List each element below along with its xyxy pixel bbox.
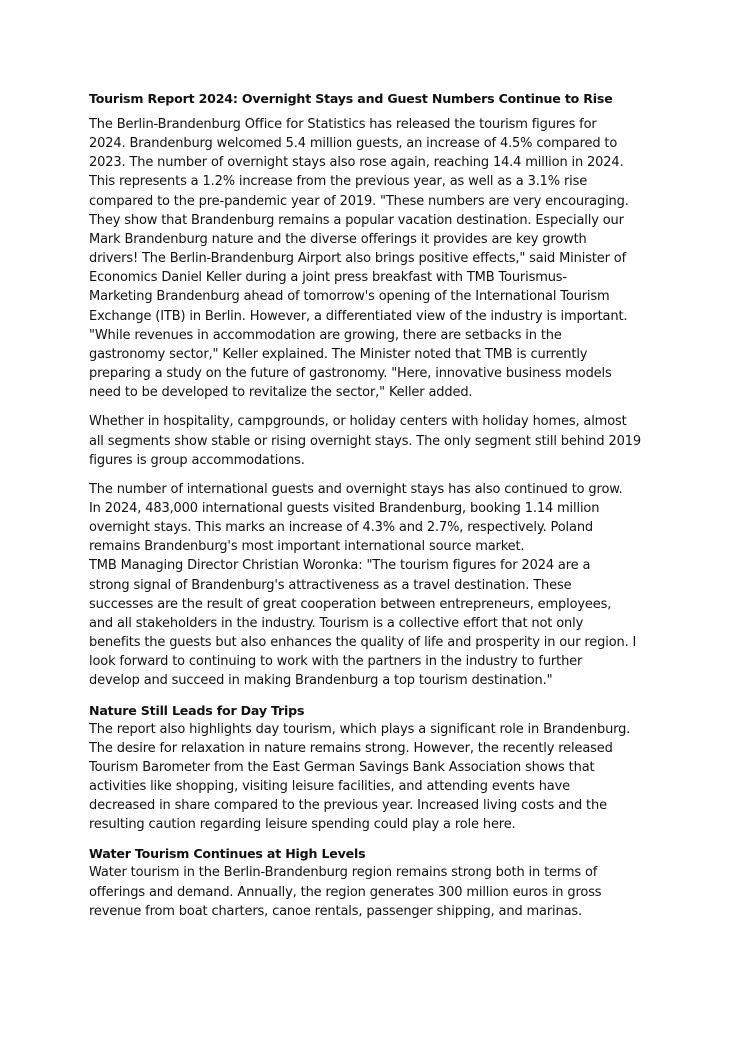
text-line: need to be developed to revitalize the sector," Keller added. — [89, 385, 473, 401]
text-line: In 2024, 483,000 international guests visited Brandenburg, booking 1.14 million — [89, 500, 600, 516]
text-line: The desire for relaxation in nature remains strong. However, the recently released — [89, 740, 613, 756]
section-body — [89, 863, 669, 920]
text-line: figures is group accommodations. — [89, 452, 305, 468]
text-line: overnight stays. This marks an increase of 4.3% and 2.7%, respectively. Poland — [89, 520, 594, 536]
text-line: compared to the pre-pandemic year of 2019. "These numbers are very encouraging. — [89, 193, 629, 209]
text-line: Mark Brandenburg nature and the diverse offerings it provides are key growth — [89, 231, 587, 247]
text-line: preparing a study on the future of gastronomy. "Here, innovative business models — [89, 366, 612, 382]
text-line: remains Brandenburg's most important international source market. — [89, 539, 525, 555]
text-line: decreased in share compared to the previous year. Increased living costs and the — [89, 798, 607, 814]
text-line: look forward to continuing to work with the partners in the industry to further — [89, 654, 583, 670]
text-line: drivers! The Berlin-Brandenburg Airport also brings positive effects," said Minister of — [89, 251, 627, 267]
section-heading: Nature Still Leads for Day Trips — [89, 702, 305, 718]
document-title: Tourism Report 2024: Overnight Stays and Guest Numbers Continue to Rise — [89, 91, 613, 106]
text-line: The report also highlights day tourism, which plays a significant role in Brandenburg. — [89, 721, 631, 737]
paragraph-intro — [89, 115, 669, 402]
text-line: Whether in hospitality, campgrounds, or holiday centers with holiday homes, almost — [89, 414, 627, 430]
text-line: This represents a 1.2% increase from the previous year, as well as a 3.1% rise — [89, 174, 588, 190]
text-line: The number of international guests and overnight stays has also continued to grow. — [89, 481, 623, 497]
document-page — [89, 88, 669, 931]
text-line: revenue from boat charters, canoe rentals, passenger shipping, and marinas. — [89, 903, 583, 919]
text-line: offerings and demand. Annually, the region generates 300 million euros in gross — [89, 884, 602, 900]
text-line: and all stakeholders in the industry. Tourism is a collective effort that not only — [89, 615, 584, 631]
paragraph-segments — [89, 412, 669, 469]
text-line: Exchange (ITB) in Berlin. However, a differentiated view of the industry is important. — [89, 308, 628, 324]
section-day-trips — [89, 701, 669, 835]
text-line: Economics Daniel Keller during a joint press breakfast with TMB Tourismus- — [89, 270, 567, 286]
text-line: 2023. The number of overnight stays also rose again, reaching 14.4 million in 2024. — [89, 155, 624, 171]
text-line: activities like shopping, visiting leisure facilities, and attending events have — [89, 779, 571, 794]
text-line: resulting caution regarding leisure spending could play a role here. — [89, 817, 516, 833]
section-water-tourism — [89, 844, 669, 920]
text-line: benefits the guests but also enhances the quality of life and prosperity in our region. I — [89, 635, 637, 651]
text-line: strong signal of Brandenburg's attractiveness as a travel destination. These — [89, 577, 572, 593]
text-line: gastronomy sector," Keller explained. The Minister noted that TMB is currently — [89, 346, 588, 362]
text-line: They show that Brandenburg remains a popular vacation destination. Especially our — [89, 212, 624, 228]
text-line: Marketing Brandenburg ahead of tomorrow's opening of the International Tourism — [89, 289, 610, 305]
text-line: "While revenues in accommodation are growing, there are setbacks in the — [89, 327, 562, 343]
section-body — [89, 720, 669, 835]
text-line: develop and succeed in making Brandenburg a top tourism destination." — [89, 673, 553, 689]
section-heading: Water Tourism Continues at High Levels — [89, 846, 366, 862]
text-line: successes are the result of great cooperation between entrepreneurs, employees, — [89, 596, 612, 612]
text-line: Water tourism in the Berlin-Brandenburg region remains strong both in terms of — [89, 865, 598, 881]
text-line: all segments show stable or rising overnight stays. The only segment still behind 2019 — [89, 433, 641, 449]
text-line: TMB Managing Director Christian Woronka: "The tourism figures for 2024 are a — [89, 558, 591, 574]
text-line: Tourism Barometer from the East German Savings Bank Association shows that — [89, 759, 595, 775]
text-line: The Berlin-Brandenburg Office for Statistics has released the tourism figures for — [89, 117, 597, 132]
text-line: 2024. Brandenburg welcomed 5.4 million guests, an increase of 4.5% compared to — [89, 136, 618, 152]
paragraph-international — [89, 480, 669, 691]
